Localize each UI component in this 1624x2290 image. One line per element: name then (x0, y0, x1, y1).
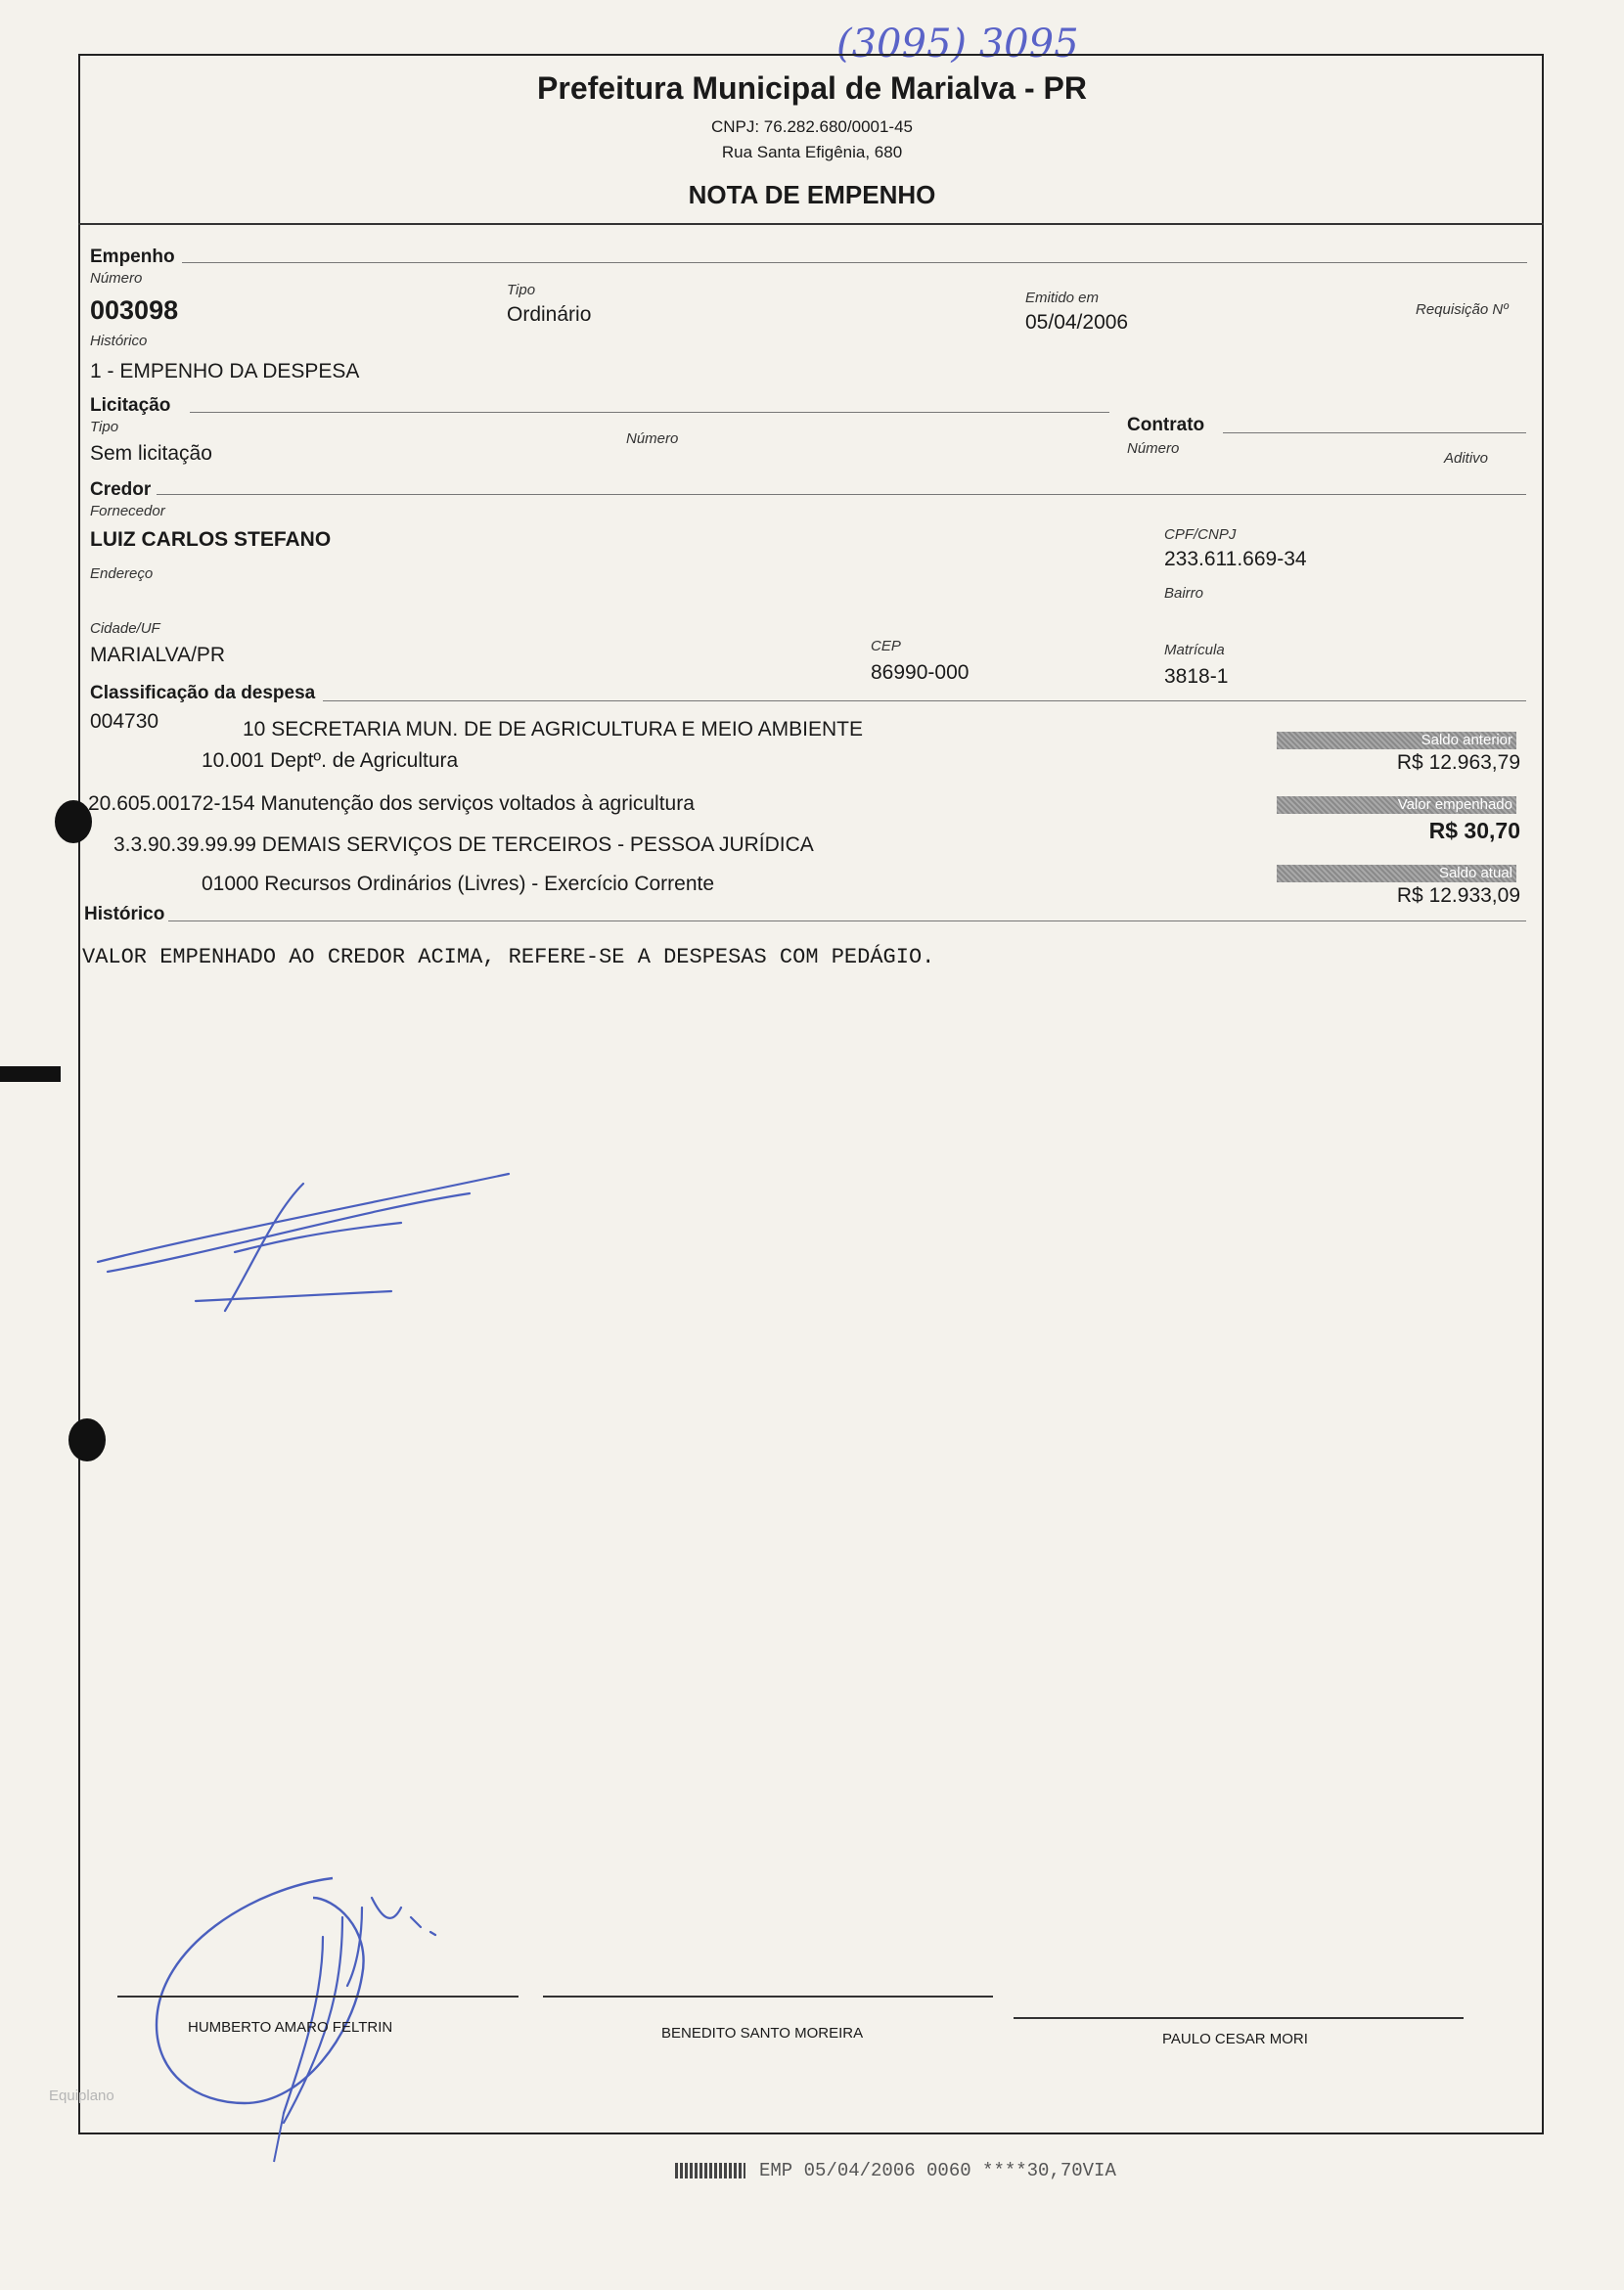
historico-section-label: Histórico (84, 904, 165, 924)
historico-rule (168, 920, 1526, 921)
historico-text: VALOR EMPENHADO AO CREDOR ACIMA, REFERE-SE A DESPESAS COM PEDÁGIO. (82, 945, 935, 969)
empenho-numero-label: Número (90, 270, 143, 287)
credor-section-label: Credor (90, 479, 152, 500)
saldo-atual-label: Saldo atual (1277, 865, 1516, 882)
endereco-label: Endereço (90, 565, 154, 582)
classificacao-code: 004730 (90, 710, 159, 733)
contrato-section-label: Contrato (1127, 415, 1205, 435)
classificacao-orgao: 10 SECRETARIA MUN. DE DE AGRICULTURA E MEIO AMBIENTE (243, 718, 864, 741)
cep-label: CEP (871, 638, 901, 654)
licitacao-tipo: Sem licitação (90, 442, 212, 465)
valor-empenhado-label: Valor empenhado (1277, 796, 1516, 814)
approval-scribble (78, 1154, 567, 1350)
cpf-label: CPF/CNPJ (1164, 526, 1237, 543)
valor-empenhado-value: R$ 30,70 (1428, 818, 1520, 843)
classificacao-recurso: 01000 Recursos Ordinários (Livres) - Exercício Corrente (202, 873, 715, 895)
contrato-numero-label: Número (1127, 440, 1180, 457)
fornecedor-name: LUIZ CARLOS STEFANO (90, 528, 332, 551)
emitido-label: Emitido em (1025, 290, 1100, 306)
signature-mark (137, 1859, 489, 2172)
saldo-atual-value: R$ 12.933,09 (1396, 884, 1520, 907)
empenho-rule (182, 262, 1527, 263)
empenho-section-label: Empenho (90, 247, 175, 267)
emitido-date: 05/04/2006 (1025, 311, 1129, 334)
signature-line-2 (543, 1996, 993, 1998)
empenho-tipo-label: Tipo (507, 282, 536, 298)
empenho-historico-label: Histórico (90, 333, 148, 349)
signatory-1: HUMBERTO AMARO FELTRIN (188, 2019, 393, 2036)
address-line: Rua Santa Efigênia, 680 (721, 143, 903, 161)
saldo-anterior-label: Saldo anterior (1277, 732, 1516, 749)
empenho-tipo: Ordinário (507, 303, 592, 326)
credor-rule (157, 494, 1526, 495)
classificacao-acao: 20.605.00172-154 Manutenção dos serviços voltados à agricultura (88, 792, 695, 815)
licitacao-section-label: Licitação (90, 395, 171, 416)
stamp-icon (675, 2163, 745, 2178)
cidade-label: Cidade/UF (90, 620, 160, 637)
contrato-rule (1223, 432, 1526, 433)
classificacao-unidade: 10.001 Deptº. de Agricultura (202, 749, 459, 772)
scan-edge-artifact (0, 1066, 61, 1082)
empenho-numero: 003098 (90, 295, 179, 325)
requisicao-label: Requisição Nº (1416, 301, 1509, 318)
licitacao-numero-label: Número (626, 430, 679, 447)
empenho-historico: 1 - EMPENHO DA DESPESA (90, 360, 360, 382)
saldo-anterior-value: R$ 12.963,79 (1396, 751, 1520, 774)
cep-value: 86990-000 (871, 661, 970, 684)
binder-hole-top (55, 800, 92, 843)
bairro-label: Bairro (1164, 585, 1204, 602)
fornecedor-label: Fornecedor (90, 503, 165, 519)
licitacao-tipo-label: Tipo (90, 419, 119, 435)
classificacao-section-label: Classificação da despesa (90, 683, 316, 703)
classificacao-elemento: 3.3.90.39.99.99 DEMAIS SERVIÇOS DE TERCEIROS - PESSOA JURÍDICA (113, 833, 814, 856)
software-brand: Equiplano (49, 2088, 114, 2104)
header-divider (78, 223, 1544, 225)
cidade-value: MARIALVA/PR (90, 644, 226, 666)
signature-line-1 (117, 1996, 519, 1998)
stamp-text: EMP 05/04/2006 0060 ****30,70VIA (759, 2160, 1116, 2181)
licitacao-rule (190, 412, 1109, 413)
page-title: Prefeitura Municipal de Marialva - PR (537, 70, 1087, 106)
signatory-2: BENEDITO SANTO MOREIRA (661, 2025, 864, 2042)
matricula-label: Matrícula (1164, 642, 1225, 658)
matricula-value: 3818-1 (1164, 665, 1229, 688)
document-title: NOTA DE EMPENHO (688, 180, 936, 209)
binder-hole-bottom (68, 1418, 106, 1461)
signature-line-3 (1014, 2017, 1464, 2019)
aditivo-label: Aditivo (1444, 450, 1489, 467)
handwritten-reference: (3095) 3095 (836, 22, 1079, 67)
cnpj-line: CNPJ: 76.282.680/0001-45 (710, 117, 914, 136)
footer-stamp (675, 2160, 1116, 2181)
signatory-3: PAULO CESAR MORI (1162, 2031, 1308, 2047)
cpf-value: 233.611.669-34 (1164, 548, 1307, 570)
classificacao-rule (323, 700, 1526, 701)
